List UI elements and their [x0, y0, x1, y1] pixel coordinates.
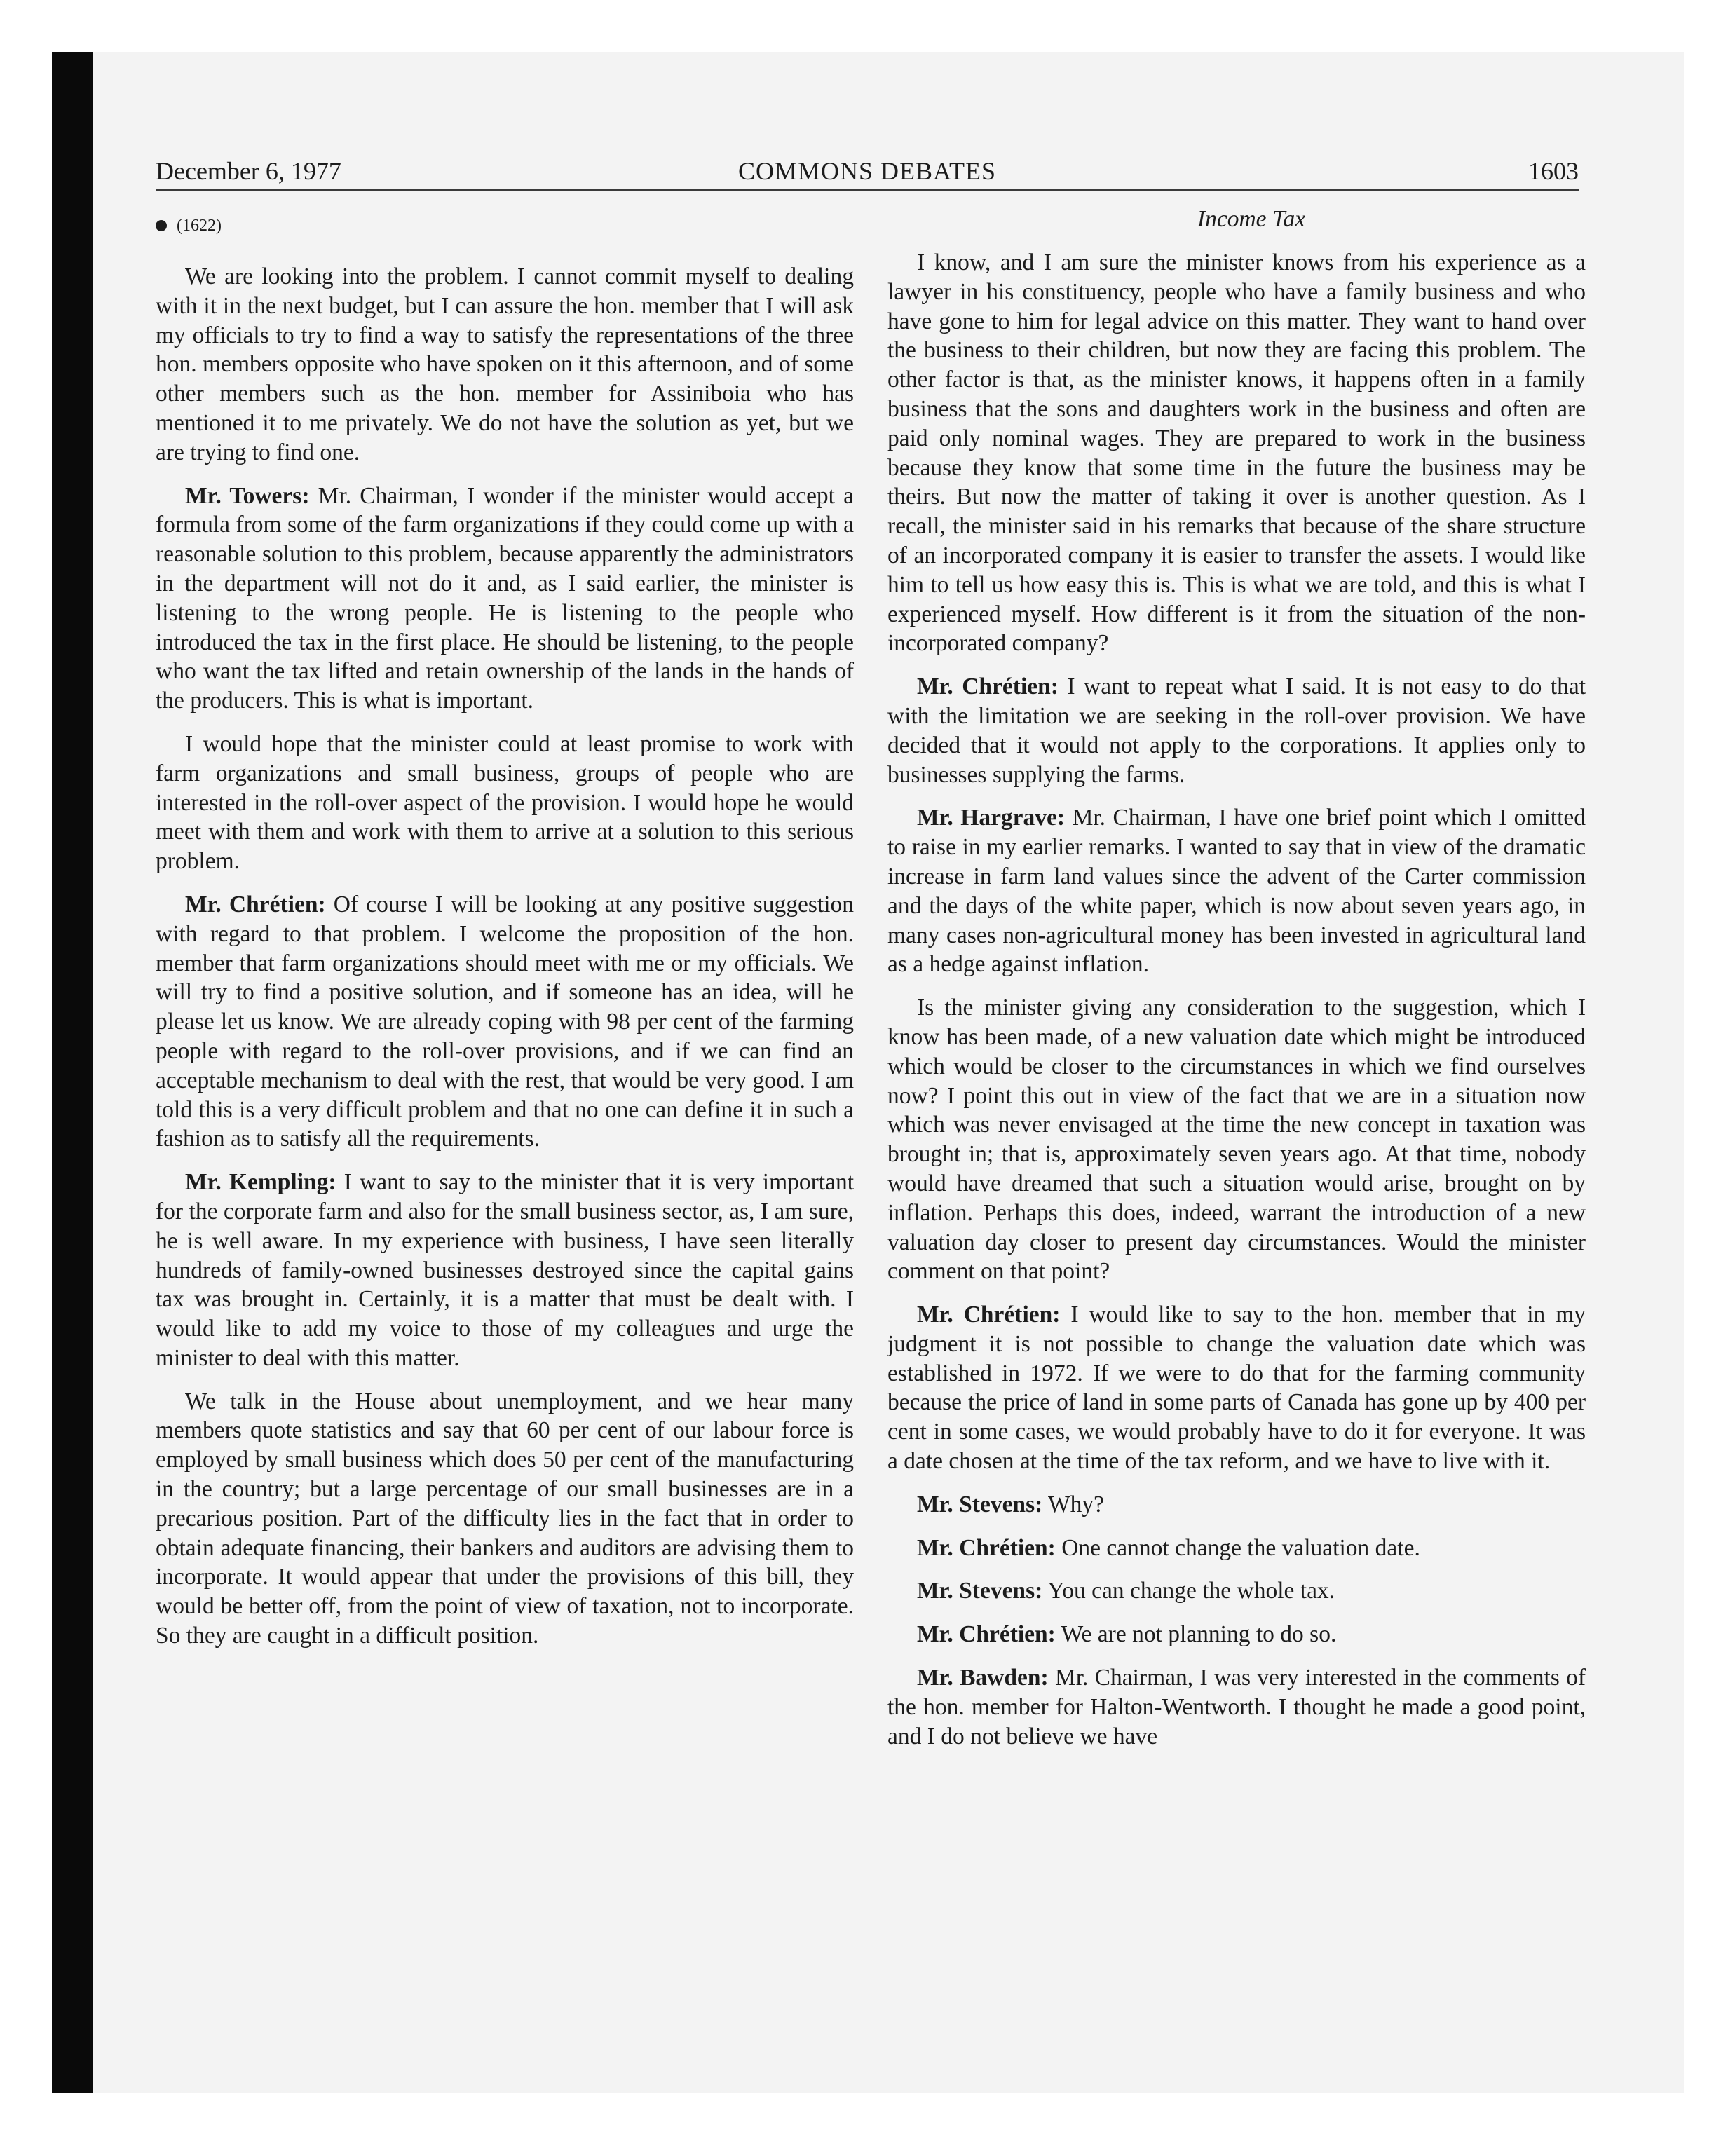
right-column — [887, 205, 1586, 1765]
paragraph — [887, 993, 1586, 1286]
paragraph-text: I know, and I am sure the minister knows from his experience as a lawyer in his constituency, people who have a family business and who have gone to him for legal advice on this matter. They want to hand over the business to their children, but now they are facing this problem. The other factor is that, as the minister knows, it happens often in a family business that the sons and daughters work in the business and often are paid only nominal wages. They are prepared to work in the business because they know that some time in the future the business may be theirs. But now the matter of taking it over is another question. As I recall, the minister said in his remarks that because of the share structure of an incorporated company it is easier to transfer the assets. I would like him to tell us how easy this is. This is what we are told, and this is what I experienced myself. How different is it from the situation of the non-incorporated company? — [887, 250, 1586, 657]
timestamp-marker — [156, 205, 854, 247]
paragraph — [156, 730, 854, 876]
header-date: December 6, 1977 — [156, 157, 341, 185]
speaker-name: Mr. Chrétien: — [917, 1302, 1061, 1328]
speaker-name: Mr. Chrétien: — [917, 1621, 1056, 1648]
timestamp-text: (1622) — [177, 217, 222, 235]
paragraph — [887, 1620, 1586, 1649]
paragraph-text: We talk in the House about unemployment, and we hear many members quote statistics and say that 60 per cent of our labour force is employed by small business which does 50 per cent of the manufacturing in the country; but a large percentage of our small businesses are in a precarious position. Part of the difficulty lies in the fact that in order to obtain adequate financing, their bankers and auditors are advising them to incorporate. It would appear that under the provisions of this bill, they would be better off, from the point of view of taxation, not to incorporate. So they are caught in a difficult position. — [156, 1388, 854, 1649]
speaker-name: Mr. Hargrave: — [917, 805, 1066, 831]
paragraph-text: Mr. Chairman, I have one brief point which I omitted to raise in my earlier remarks. I wanted to say that in view of the dramatic increase in farm land values since the advent of the Carter commission and the days of the white paper, which is now about seven years ago, in many cases non-agricultural money has been invested in agricultural land as a hedge against inflation. — [887, 805, 1586, 978]
paragraph-text: Is the minister giving any consideration to the suggestion, which I know has been made, of a new valuation date which might be introduced which would be closer to the circumstances in which we find ourselves now? I point this out in view of the fact that we are in a situation now which was never envisaged at the time the new concept in taxation was brought in; that is, approximately seven years ago. At that time, nobody would have dreamed that such a situation would arise, brought on by inflation. Perhaps this does, indeed, warrant the introduction of a new valuation day closer to present day circumstances. Would the minister comment on that point? — [887, 995, 1586, 1285]
paragraph-text: Why? — [1048, 1491, 1105, 1517]
paragraph-text: You can change the whole tax. — [1047, 1578, 1335, 1604]
paragraph — [887, 1576, 1586, 1606]
paragraph-text: One cannot change the valuation date. — [1061, 1534, 1420, 1561]
paragraph-text: I would like to say to the hon. member that in my judgment it is not possible to change the valuation date which was established in 1972. If we were to do that for the farming community because the price of land in some parts of Canada has gone up by 400 per cent in some cases, we would probably have to do it for everyone. It was a date chosen at the time of the tax reform, and we have to live with it. — [887, 1302, 1586, 1475]
speaker-name: Mr. Towers: — [185, 482, 310, 509]
section-title: Income Tax — [1197, 206, 1306, 232]
speaker-name: Mr. Kempling: — [185, 1169, 336, 1196]
speaker-name: Mr. Stevens: — [917, 1491, 1043, 1517]
paragraph — [156, 1387, 854, 1651]
speaker-name: Mr. Chrétien: — [185, 891, 326, 917]
paragraph — [156, 890, 854, 1154]
speaker-name: Mr. Stevens: — [917, 1578, 1043, 1604]
paragraph — [156, 1168, 854, 1373]
paragraph — [887, 803, 1586, 979]
paragraph — [156, 482, 854, 716]
paragraph — [887, 1300, 1586, 1476]
speaker-name: Mr. Chrétien: — [917, 1534, 1056, 1561]
paragraph — [156, 262, 854, 468]
header-publication: COMMONS DEBATES — [737, 157, 997, 185]
bullet-icon — [156, 220, 167, 231]
left-column — [156, 205, 854, 1665]
paragraph — [887, 1490, 1586, 1520]
paragraph-text: I want to repeat what I said. It is not easy to do that with the limitation we are seeking in the roll-over provision. We have decided that it would not apply to the corporations. It applies only to businesses supplying the farms. — [887, 674, 1586, 788]
speaker-name: Mr. Chrétien: — [917, 674, 1059, 700]
paragraph-text: Mr. Chairman, I wonder if the minister would accept a formula from some of the farm organizations if they could come up with a reasonable solution to this problem, because apparently the administrators in the department will not do it and, as I said earlier, the minister is listening to the wrong people. He is listening to the people who introduced the tax in the first place. He should be listening, to the people who want the tax lifted and retain ownership of the lands in the hands of the producers. This is what is important. — [156, 482, 855, 714]
paragraph — [887, 672, 1586, 789]
running-header — [156, 156, 1579, 191]
paragraph-text: I would hope that the minister could at least promise to work with farm organizations and small business, groups of people who are interested in the roll-over aspect of the provision. I would hope he would meet with them and work with them to arrive at a solution to this serious problem. — [156, 730, 854, 875]
paragraph-text: We are looking into the problem. I cannot commit myself to dealing with it in the next budget, but I can assure the hon. member that I will ask my officials to try to find a way to satisfy the representations of the three hon. members opposite who have spoken on it this afternoon, and of some other members such as the hon. member for Assiniboia who has mentioned it to me privately. We do not have the solution as yet, but we are trying to find one. — [156, 264, 854, 465]
paragraph-text: Of course I will be looking at any positive suggestion with regard to that problem. I welcome the proposition of the hon. member that farm organizations should meet with me or my officials. We will try to find a positive solution, and if someone has an idea, will he please let us know. We are already coping with 98 per cent of the farming people with regard to the roll-over provisions, and if we can find an acceptable mechanism to deal with the rest, that would be very good. I am told this is a very difficult problem and that no one can define it in such a fashion as to satisfy all the requirements. — [156, 891, 855, 1152]
paragraph-text: We are not planning to do so. — [1061, 1621, 1337, 1648]
paragraph-text: I want to say to the minister that it is very important for the corporate farm and also for the small business sector, as, I am sure, he is well aware. In my experience with business, I have seen literally hundreds of family-owned businesses destroyed since the capital gains tax was brought in. Certainly, it is a matter that must be dealt with. I would like to add my voice to those of my colleagues and urge the minister to deal with this matter. — [156, 1169, 855, 1371]
paragraph — [887, 1534, 1586, 1563]
paragraph — [887, 248, 1586, 658]
scan-edge-bar — [52, 52, 93, 2093]
page-number: 1603 — [1528, 157, 1579, 185]
speaker-name: Mr. Bawden: — [917, 1665, 1049, 1691]
paragraph-text: Mr. Chairman, I was very interested in the comments of the hon. member for Halton-Wentworth. I thought he made a good point, and I do not believe we have — [887, 1665, 1586, 1749]
paragraph — [887, 1663, 1586, 1751]
